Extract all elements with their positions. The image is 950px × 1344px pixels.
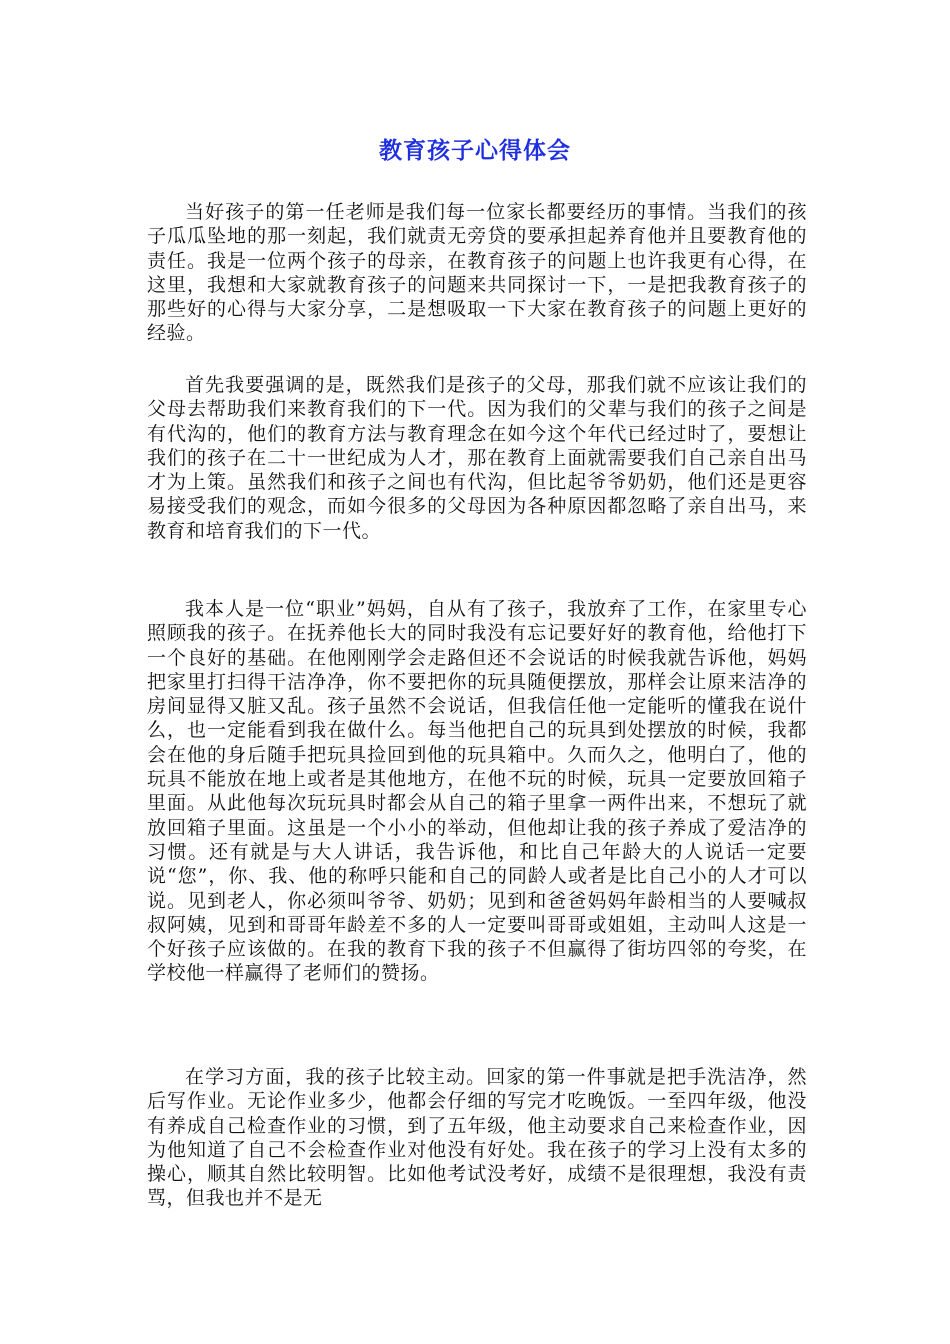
paragraph-1: 当好孩子的第一任老师是我们每一位家长都要经历的事情。当我们的孩子瓜瓜坠地的那一刻起，我们就责无旁贷的要承担起养育他并且要教育他的责任。我是一位两个孩子的母亲，在教育孩子的问题上也许我更有心得，在这里，我想和大家就教育孩子的问题来共同探讨一下，一是把我教育孩子的那些好的心得与大家分享，二是想吸取一下大家在教育孩子的问题上更好的经验。 [147,201,807,345]
paragraph-4: 在学习方面，我的孩子比较主动。回家的第一件事就是把手洗洁净，然后写作业。无论作业多少，他都会仔细的写完才吃晚饭。一至四年级，他没有养成自己检查作业的习惯，到了五年级，他主动要求自己来检查作业，因为他知道了自己不会检查作业对他没有好处。我在孩子的学习上没有太多的操心，顺其自然比较明智。比如他考试没考好，成绩不是很理想，我没有责骂，但我也并不是无 [147,1066,807,1210]
paragraph-3: 我本人是一位“职业”妈妈，自从有了孩子，我放弃了工作，在家里专心照顾我的孩子。在抚养他长大的同时我没有忘记要好好的教育他，给他打下一个良好的基础。在他刚刚学会走路但还不会说话的时候我就告诉他，妈妈把家里打扫得干洁净净，你不要把你的玩具随便摆放，那样会让原来洁净的房间显得又脏又乱。孩子虽然不会说话，但我信任他一定能听的懂我在说什么，也一定能看到我在做什么。每当他把自己的玩具到处摆放的时候，我都会在他的身后随手把玩具捡回到他的玩具箱中。久而久之，他明白了，他的玩具不能放在地上或者是其他地方，在他不玩的时候，玩具一定要放回箱子里面。从此他每次玩玩具时都会从自己的箱子里拿一两件出来，不想玩了就放回箱子里面。这虽是一个小小的举动，但他却让我的孩子养成了爱洁净的习惯。还有就是与大人讲话，我告诉他，和比自己年龄大的人说话一定要说“您”，你、我、他的称呼只能和自己的同龄人或者是比自己小的人才可以说。见到老人，你必须叫爷爷、奶奶；见到和爸爸妈妈年龄相当的人要喊叔叔阿姨，见到和哥哥年龄差不多的人一定要叫哥哥或姐姐，主动叫人这是一个好孩子应该做的。在我的教育下我的孩子不但赢得了街坊四邻的夸奖，在学校他一样赢得了老师们的赞扬。 [147,598,807,985]
document-title: 教育孩子心得体会 [379,138,571,164]
paragraph-2: 首先我要强调的是，既然我们是孩子的父母，那我们就不应该让我们的父母去帮助我们来教育我们的下一代。因为我们的父辈与我们的孩子之间是有代沟的，他们的教育方法与教育理念在如今这个年代已经过时了，要想让我们的孩子在二十一世纪成为人才，那在教育上面就需要我们自己亲自出马才为上策。虽然我们和孩子之间也有代沟，但比起爷爷奶奶，他们还是更容易接受我们的观念，而如今很多的父母因为各种原因都忽略了亲自出马，来教育和培育我们的下一代。 [147,374,807,542]
